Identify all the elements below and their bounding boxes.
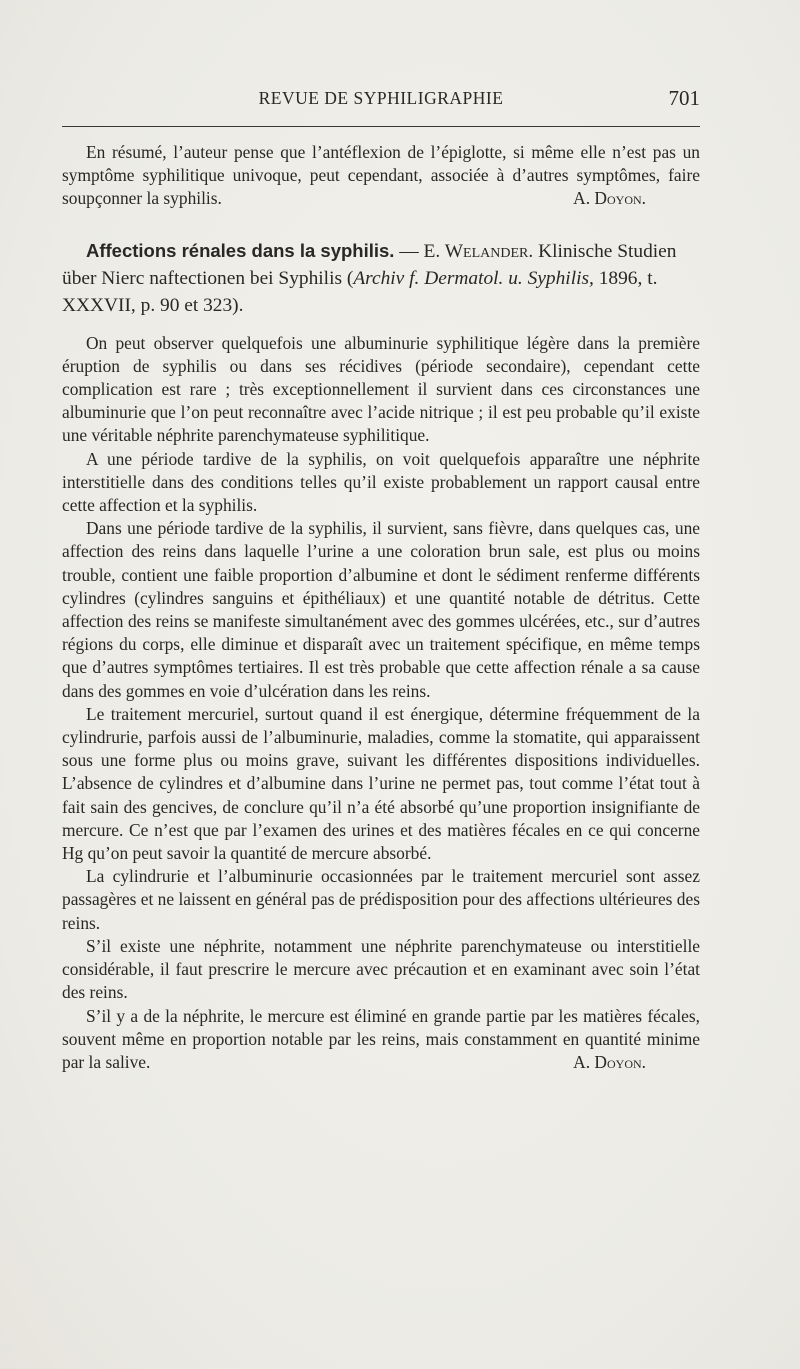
running-title: REVUE DE SYPHILIGRAPHIE <box>258 88 504 108</box>
article-title: Affections rénales dans la syphilis. <box>86 239 395 261</box>
intro-paragraph <box>62 141 700 211</box>
heading-dash: — <box>394 240 424 262</box>
reference-start: Klinische Studien über Nierc naftectionen bei Syphilis ( <box>62 240 677 289</box>
article-paragraph-2: A une période tardive de la syphilis, on voit quelquefois apparaître une néphrite interstitielle dans des conditions telles qu’il existe probablement un rapport causal entre cette affection et la syphilis. <box>62 448 700 516</box>
intro-text: En résumé, l’auteur pense que l’antéflexion de l’épiglotte, si même elle n’est pas un symptôme syphilitique univoque, peut cependant, associée à d’autres symptômes, faire soupçonner la syphilis. <box>62 142 700 209</box>
article-author: E. Welander. <box>423 240 534 262</box>
reference-end: 1896, t. XXXVII, p. 90 et 323). <box>62 267 658 316</box>
page-body <box>62 141 700 1074</box>
article-heading <box>62 237 700 319</box>
article-paragraph-1: On peut observer quelquefois une albuminurie syphilitique légère dans la première éruption de syphilis ou dans ses récidives (période secondaire), cependant cette complication est rare ; très exceptionnellement il survient dans ces circonstances une albuminurie que l’on peut reconnaître avec l’acide nitrique ; il est peu probable qu’il existe une véritable néphrite parenchymateuse syphilitique. <box>62 332 700 446</box>
final-paragraph-text: S’il y a de la néphrite, le mercure est éliminé en grande partie par les matières fécales, souvent même en proportion notable par les reins, mais constamment en quantité minime par la salive. <box>62 1005 700 1072</box>
article-paragraph-6: S’il existe une néphrite, notamment une néphrite parenchymateuse ou interstitielle considérable, il faut prescrire le mercure avec précaution et en examinant avec soin l’état des reins. <box>62 935 700 1003</box>
page-number: 701 <box>668 86 700 110</box>
article-signature: A. Doyon. <box>573 1051 646 1072</box>
intro-signature: A. Doyon. <box>573 188 646 209</box>
header-rule <box>62 126 700 127</box>
article-paragraph-7 <box>62 1005 700 1075</box>
article-paragraph-5: La cylindrurie et l’albuminurie occasionnées par le traitement mercuriel sont assez passagères et ne laissent en général pas de prédisposition pour des affections ultérieures des reins. <box>62 866 700 933</box>
page-header <box>62 88 700 112</box>
reference-journal: Archiv f. Dermatol. u. Syphilis, <box>353 267 594 289</box>
article-paragraph-3: Dans une période tardive de la syphilis, il survient, sans fièvre, dans quelques cas, une affection des reins dans laquelle l’urine a une coloration brun sale, est plus ou moins trouble, contient une faible proportion d’albumine et dont le sédiment renferme différents cylindres (cylindres sanguins et épithéliaux) et une quantité notable de détritus. Cette affection des reins se manifeste simultanément avec des gommes ulcérées, etc., sur d’autres régions du corps, elle diminue et disparaît avec un traitement spécifique, en même temps que d’autres symptômes tertiaires. Il est très probable que cette affection rénale a sa cause dans des gommes en voie d’ulcération dans les reins. <box>62 518 700 701</box>
article-paragraph-4: Le traitement mercuriel, surtout quand il est énergique, détermine fréquemment de la cylindrurie, parfois aussi de l’albuminurie, maladies, comme la stomatite, qui apparaissent sous une forme plus ou moins grave, suivant les différentes dispositions individuelles. L’absence de cylindres et d’albumine dans l’urine ne permet pas, tout comme l’état tout à fait sain des gencives, de conclure qu’il n’a été absorbé qu’une proportion insignifiante de mercure. Ce n’est que par l’examen des urines et des matières fécales en ce qui concerne Hg qu’on peut savoir la quantité de mercure absorbé. <box>62 703 700 864</box>
